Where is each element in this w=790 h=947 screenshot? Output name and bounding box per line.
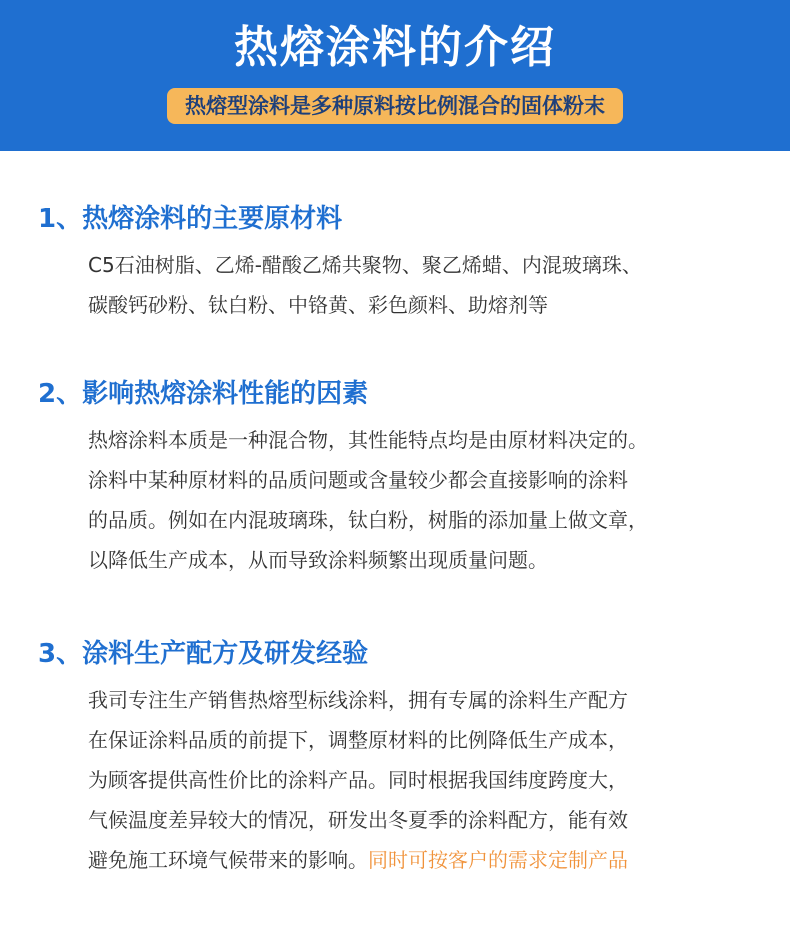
subtitle-wrapper [0, 88, 790, 124]
highlight-text: 同时可按客户的需求定制产品 [368, 848, 628, 872]
paragraph-line: 热熔涂料本质是一种混合物，其性能特点均是由原材料决定的。 [88, 428, 648, 452]
paragraph-line: 为顾客提供高性价比的涂料产品。同时根据我国纬度跨度大， [88, 768, 628, 792]
paragraph-line: 涂料中某种原材料的品质问题或含量较少都会直接影响的涂料 [88, 468, 628, 492]
paragraph-line: C5石油树脂、乙烯-醋酸乙烯共聚物、聚乙烯蜡、内混玻璃珠、 [88, 253, 642, 277]
section-title: 2、影响热熔涂料性能的因素 [38, 379, 369, 409]
paragraph-line-last [88, 840, 628, 880]
page-title: 热熔涂料的介绍 [234, 22, 556, 73]
section-title: 3、涂料生产配方及研发经验 [38, 639, 369, 669]
paragraph-line: 我司专注生产销售热熔型标线涂料，拥有专属的涂料生产配方 [88, 688, 628, 712]
section-body [88, 245, 642, 325]
section-body [88, 420, 648, 580]
paragraph-line: 气候温度差异较大的情况，研发出冬夏季的涂料配方，能有效 [88, 808, 628, 832]
section-title: 1、热熔涂料的主要原材料 [38, 204, 343, 234]
header-banner [0, 0, 790, 151]
section-body [88, 680, 628, 880]
paragraph-line: 在保证涂料品质的前提下，调整原材料的比例降低生产成本， [88, 728, 628, 752]
paragraph-line: 以降低生产成本，从而导致涂料频繁出现质量问题。 [88, 548, 548, 572]
subtitle-badge: 热熔型涂料是多种原料按比例混合的固体粉末 [167, 88, 623, 124]
paragraph-line: 的品质。例如在内混玻璃珠，钛白粉，树脂的添加量上做文章， [88, 508, 648, 532]
paragraph-line: 碳酸钙砂粉、钛白粉、中铬黄、彩色颜料、助熔剂等 [88, 293, 548, 317]
paragraph-text: 避免施工环境气候带来的影响。 [88, 848, 368, 872]
